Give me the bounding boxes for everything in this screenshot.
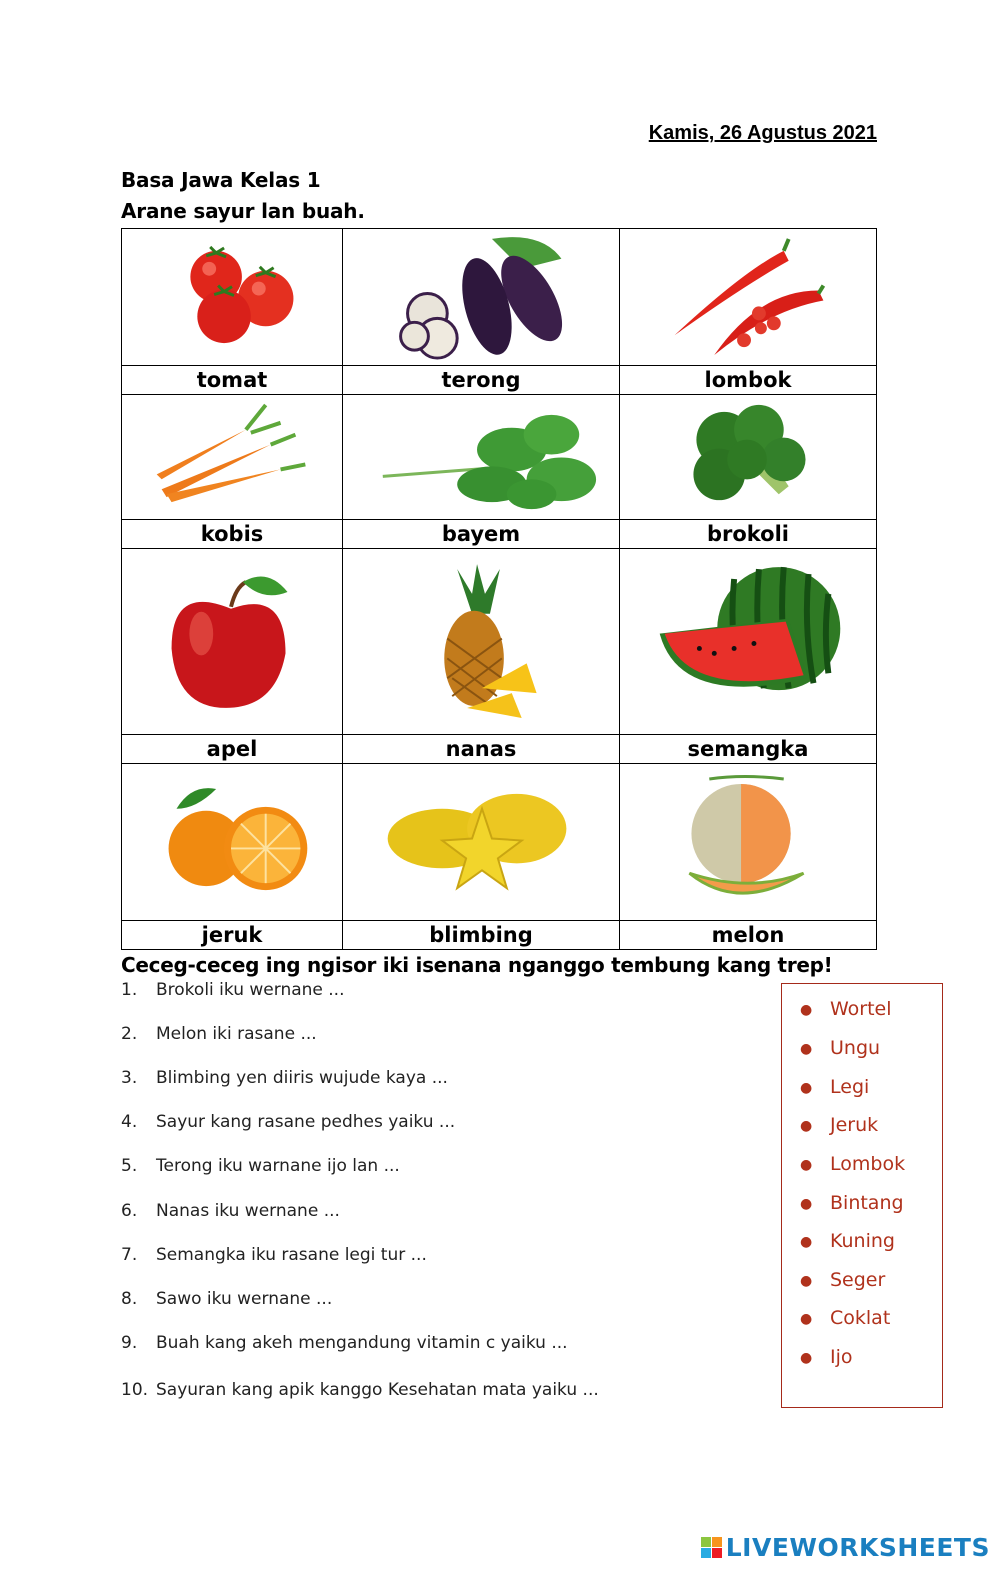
apple-image <box>122 549 342 735</box>
question-item <box>121 1156 400 1176</box>
question-text: Sayuran kang apik kanggo Kesehatan mata yaiku ... <box>156 1380 599 1400</box>
word-bank-item <box>800 1076 869 1098</box>
grid-label: lombok <box>619 365 877 395</box>
question-text: Blimbing yen diiris wujude kaya ... <box>156 1068 448 1088</box>
question-item <box>121 1024 317 1044</box>
word-bank-item <box>800 1153 905 1175</box>
grid-label: blimbing <box>342 920 620 950</box>
word-bank-item <box>800 1192 904 1214</box>
word-bank-item <box>800 1307 890 1329</box>
grid-cell-bayem <box>342 394 620 520</box>
bullet-icon: ● <box>800 1310 813 1327</box>
question-number: 7. <box>121 1245 138 1265</box>
word-bank-word: Wortel <box>830 998 892 1020</box>
eggplant-image <box>343 229 619 366</box>
word-bank-word: Legi <box>830 1076 870 1098</box>
question-number: 3. <box>121 1068 138 1088</box>
grid-label: semangka <box>619 734 877 764</box>
grid-cell-apel <box>121 548 343 735</box>
question-text: Brokoli iku wernane ... <box>156 980 345 1000</box>
question-item <box>121 980 345 1000</box>
question-text: Melon iki rasane ... <box>156 1024 317 1044</box>
question-text: Sayur kang rasane pedhes yaiku ... <box>156 1112 456 1132</box>
grid-cell-nanas <box>342 548 620 735</box>
grid-label: tomat <box>121 365 343 395</box>
word-bank-item <box>800 1269 885 1291</box>
question-item <box>121 1201 340 1221</box>
picture-grid <box>121 228 877 950</box>
question-item <box>121 1333 568 1353</box>
liveworksheets-icon <box>701 1537 722 1558</box>
bullet-icon: ● <box>800 1272 813 1289</box>
grid-cell-tomat <box>121 228 343 366</box>
subject-heading: Basa Jawa Kelas 1 <box>121 168 321 192</box>
orange-image <box>122 764 342 920</box>
word-bank-item <box>800 1346 853 1368</box>
word-bank-word: Coklat <box>830 1307 891 1329</box>
carrot-image <box>122 395 342 520</box>
grid-label: bayem <box>342 519 620 549</box>
question-text: Sawo iku wernane ... <box>156 1289 333 1309</box>
word-bank-word: Ungu <box>830 1037 881 1059</box>
question-item <box>121 1289 332 1309</box>
question-number: 2. <box>121 1024 138 1044</box>
grid-cell-lombok <box>619 228 877 366</box>
word-bank-word: Bintang <box>830 1192 904 1214</box>
question-text: Semangka iku rasane legi tur ... <box>156 1245 427 1265</box>
word-bank-word: Kuning <box>830 1230 895 1252</box>
grid-cell-brokoli <box>619 394 877 520</box>
brand-name: LIVEWORKSHEETS <box>725 1533 990 1562</box>
starfruit-image <box>343 764 619 920</box>
grid-cell-melon <box>619 763 877 920</box>
grid-label: jeruk <box>121 920 343 950</box>
question-number: 10. <box>121 1380 149 1400</box>
grid-cell-terong <box>342 228 620 366</box>
question-item <box>121 1068 448 1088</box>
grid-label: brokoli <box>619 519 877 549</box>
word-bank-word: Ijo <box>830 1346 853 1368</box>
grid-cell-kobis <box>121 394 343 520</box>
bullet-icon: ● <box>800 1040 813 1057</box>
broccoli-image <box>620 395 876 520</box>
question-number: 8. <box>121 1289 138 1309</box>
watermelon-image <box>620 549 876 735</box>
word-bank-item <box>800 1114 878 1136</box>
instruction: Ceceg-ceceg ing ngisor iki isenana nganggo tembung kang trep! <box>121 953 833 977</box>
bullet-icon: ● <box>800 1349 813 1366</box>
question-number: 1. <box>121 980 138 1000</box>
question-item <box>121 1245 427 1265</box>
chili-image <box>620 229 876 366</box>
word-bank-item <box>800 1230 895 1252</box>
bullet-icon: ● <box>800 1079 813 1096</box>
question-text: Nanas iku wernane ... <box>156 1201 340 1221</box>
word-bank-word: Seger <box>830 1269 886 1291</box>
melon-image <box>620 764 876 920</box>
bullet-icon: ● <box>800 1233 813 1250</box>
grid-label: apel <box>121 734 343 764</box>
grid-label: terong <box>342 365 620 395</box>
spinach-image <box>343 395 619 520</box>
word-bank <box>781 983 943 1408</box>
word-bank-item <box>800 1037 880 1059</box>
question-item <box>121 1380 599 1400</box>
question-text: Buah kang akeh mengandung vitamin c yaiku ... <box>156 1333 568 1353</box>
bullet-icon: ● <box>800 1195 813 1212</box>
word-bank-item <box>800 998 892 1020</box>
bullet-icon: ● <box>800 1001 813 1018</box>
grid-label: melon <box>619 920 877 950</box>
worksheet-date: Kamis, 26 Agustus 2021 <box>648 122 877 144</box>
word-bank-word: Lombok <box>830 1153 906 1175</box>
grid-label: nanas <box>342 734 620 764</box>
question-text: Terong iku warnane ijo lan ... <box>156 1156 400 1176</box>
grid-cell-semangka <box>619 548 877 735</box>
pineapple-image <box>343 549 619 735</box>
tomato-image <box>122 229 342 366</box>
question-item <box>121 1112 455 1132</box>
topic-heading: Arane sayur lan buah. <box>121 199 365 223</box>
liveworksheets-logo <box>701 1533 990 1562</box>
grid-label: kobis <box>121 519 343 549</box>
question-number: 9. <box>121 1333 138 1353</box>
question-number: 4. <box>121 1112 138 1132</box>
bullet-icon: ● <box>800 1117 813 1134</box>
bullet-icon: ● <box>800 1156 813 1173</box>
question-number: 6. <box>121 1201 138 1221</box>
grid-cell-blimbing <box>342 763 620 920</box>
grid-cell-jeruk <box>121 763 343 920</box>
question-number: 5. <box>121 1156 138 1176</box>
word-bank-word: Jeruk <box>830 1114 879 1136</box>
